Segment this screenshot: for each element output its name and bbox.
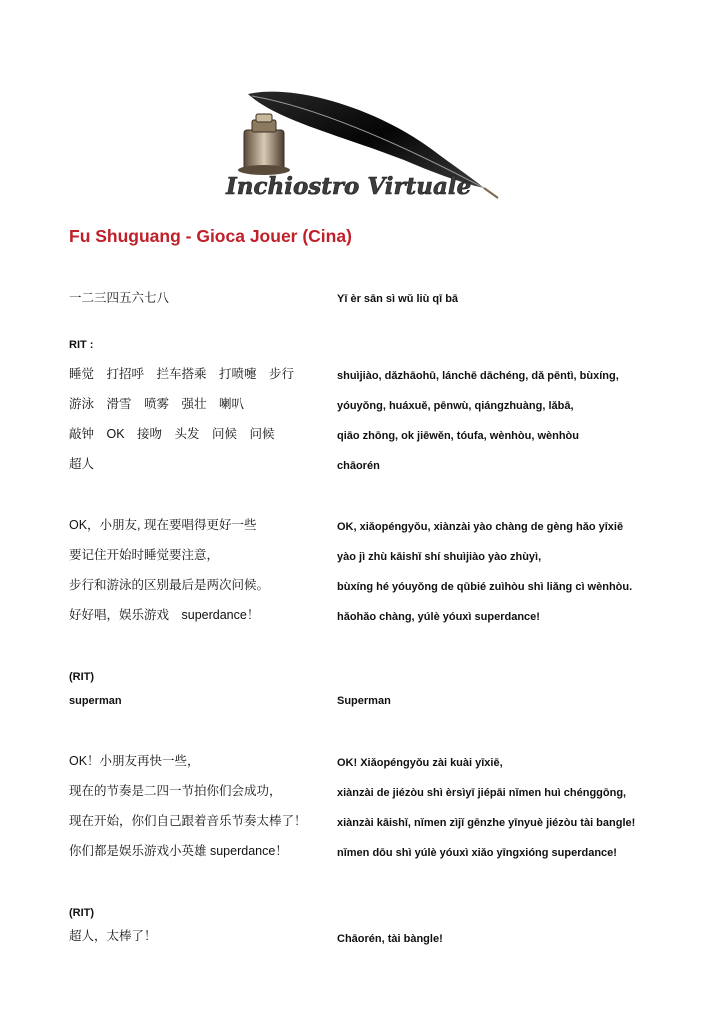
- final-pinyin: Chāorén, tài bàngle!: [337, 933, 443, 945]
- stanza1-line-pinyin: hǎohǎo chàng, yúlè yóuxì superdance!: [337, 611, 540, 623]
- rit-line-chinese: 游泳 滑雪 喷雾 强壮 喇叭: [69, 397, 245, 411]
- rit-line-pinyin: shuìjiào, dǎzhāohū, lánchē dāchéng, dǎ pēntì, bùxíng,: [337, 370, 619, 382]
- stanza1-line-chinese: 步行和游泳的区别最后是两次问候。: [69, 578, 270, 592]
- rit-line-chinese: 睡觉 打招呼 拦车搭乘 打喷嚏 步行: [69, 367, 295, 381]
- inchiostro-virtuale-logo: [222, 86, 504, 210]
- stanza2-line-chinese: 你们都是娱乐游戏小英雄 superdance！: [69, 844, 288, 858]
- stanza1-line-chinese: 要记住开始时睡觉要注意，: [69, 548, 220, 562]
- final-chinese: 超人，太棒了！: [69, 929, 157, 943]
- rit-line-pinyin: yóuyǒng, huáxuě, pēnwù, qiángzhuàng, lǎbā,: [337, 400, 574, 412]
- rit2-label: (RIT): [69, 671, 95, 683]
- stanza2-line-pinyin: xiànzài kāishǐ, nǐmen zìjǐ gēnzhe yīnyuè jiézòu tài bangle!: [337, 817, 636, 829]
- intro-pinyin: Yī èr sān sì wǔ liù qī bā: [337, 293, 459, 305]
- stanza2-line-pinyin: OK! Xiǎopéngyǒu zài kuài yīxiē,: [337, 757, 503, 769]
- stanza2-line-pinyin: xiànzài de jiézòu shì èrsìyī jiépāi nǐmen huì chénggōng,: [337, 787, 627, 799]
- rit-label: RIT :: [69, 339, 94, 351]
- rit-line-chinese: 敲钟 OK 接吻 头发 问候 问候: [69, 427, 275, 441]
- intro-chinese: 一二三四五六七八: [69, 291, 170, 305]
- stanza2-line-chinese: 现在开始，你们自己跟着音乐节奏太棒了！: [69, 814, 307, 828]
- quill-inkwell-icon: [222, 86, 504, 210]
- svg-text:Inchiostro Virtuale: Inchiostro Virtuale: [226, 173, 472, 200]
- page-title: Fu Shuguang - Gioca Jouer (Cina): [69, 226, 352, 246]
- superman-left: superman: [69, 695, 122, 707]
- rit3-label: (RIT): [69, 907, 95, 919]
- stanza1-line-pinyin: yào jì zhù kāishǐ shí shuìjiào yào zhùyì,: [337, 551, 542, 563]
- stanza1-line-pinyin: bùxíng hé yóuyǒng de qūbié zuìhòu shì liǎng cì wènhòu.: [337, 581, 633, 593]
- stanza1-line-chinese: 好好唱，娱乐游戏 superdance！: [69, 608, 260, 622]
- stanza1-line-chinese: OK，小朋友, 现在要唱得更好一些: [69, 518, 257, 532]
- stanza1-line-pinyin: OK, xiǎopéngyǒu, xiànzài yào chàng de gèng hǎo yīxiē: [337, 521, 624, 533]
- stanza2-line-pinyin: nǐmen dōu shì yúlè yóuxì xiǎo yīngxióng superdance!: [337, 847, 617, 859]
- rit-line-pinyin: qiāo zhōng, ok jiēwěn, tóufa, wènhòu, wènhòu: [337, 430, 579, 442]
- superman-right: Superman: [337, 695, 391, 707]
- rit-line-pinyin: chāorén: [337, 460, 380, 472]
- stanza2-line-chinese: 现在的节奏是二四一节拍你们会成功，: [69, 784, 282, 798]
- stanza2-line-chinese: OK！小朋友再快一些，: [69, 754, 200, 768]
- rit-line-chinese: 超人: [69, 457, 95, 471]
